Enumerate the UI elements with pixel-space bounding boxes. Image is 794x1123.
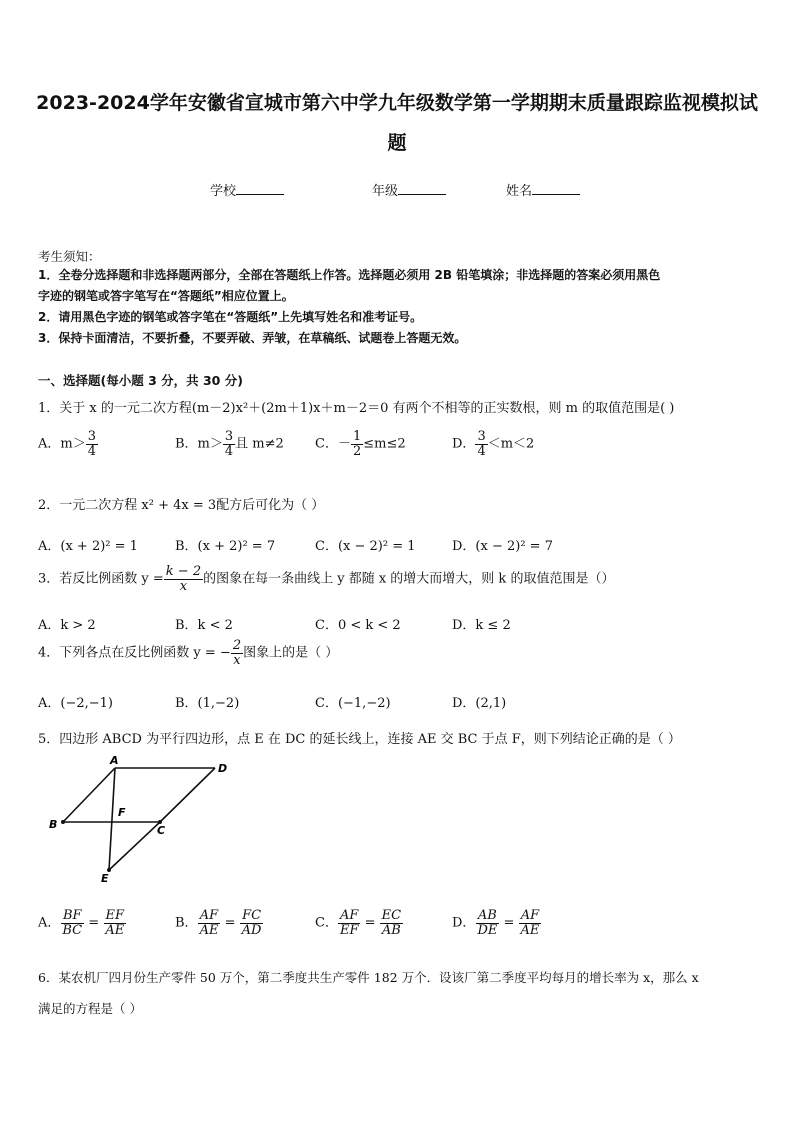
q4-option-d: D．(2,1)	[452, 696, 507, 711]
name-field: 姓名	[506, 180, 580, 199]
vertex-label-a: A	[110, 754, 119, 767]
vertex-label-b: B	[49, 818, 58, 831]
q5-option-c: C． $\frac{AF}{EF}$ = $\frac{EC}{AB}$	[315, 908, 402, 938]
notice-item-3: 3．保持卡面清洁，不要折叠，不要弄破、弄皱，在草稿纸、试题卷上答题无效。	[38, 331, 467, 345]
q2-option-c: C．(x − 2)² = 1	[315, 539, 416, 554]
notice-item-1: 1．全卷分选择题和非选择题两部分，全部在答题纸上作答。选择题必须用 2B 铅笔填涂；非选择题的答案必须用黑色	[38, 268, 661, 282]
question-3-stem: 3．若反比例函数 y = $\frac{k - 2}{x}$ 的图象在每一条曲线上 y 都随 x 的增大而增大，则 k 的取值范围是（）	[38, 564, 615, 594]
q2-option-a: A．(x + 2)² = 1	[38, 539, 138, 554]
q1-option-b: B．m＞ $\frac{3}{4}$ 且 m≠2	[175, 429, 284, 459]
vertex-label-d: D	[218, 762, 228, 775]
q1-option-a: A．m＞ $\frac{3}{4}$	[38, 429, 96, 459]
page-title: 2023-2024学年安徽省宣城市第六中学九年级数学第一学期期末质量跟踪监视模拟试	[36, 92, 758, 114]
q2-option-d: D．(x − 2)² = 7	[452, 539, 553, 554]
q1-option-d: D． $\frac{3}{4}$ ＜m＜2	[452, 429, 535, 459]
question-2-stem: 2．一元二次方程 x² + 4x = 3配方后可化为（ ）	[38, 498, 325, 513]
question-4-stem: 4．下列各点在反比例函数 y = − $\frac{2}{x}$ 图象上的是（ ）	[38, 638, 339, 668]
q3-option-a: A．k > 2	[38, 618, 96, 633]
q2-option-b: B．(x + 2)² = 7	[175, 539, 276, 554]
question-5-stem: 5．四边形 ABCD 为平行四边形，点 E 在 DC 的延长线上，连接 AE 交 BC 于点 F，则下列结论正确的是（ ）	[38, 732, 681, 747]
q4-option-c: C．(−1,−2)	[315, 696, 391, 711]
vertex-label-e: E	[101, 872, 109, 885]
vertex-label-c: C	[157, 824, 166, 837]
notice-item-2: 2．请用黑色字迹的钢笔或答字笔在“答题纸”上先填写姓名和准考证号。	[38, 310, 423, 324]
q3-option-b: B．k < 2	[175, 618, 233, 633]
page-title-cont: 题	[387, 132, 407, 154]
parallelogram-figure	[45, 752, 245, 887]
vertex-label-f: F	[118, 806, 126, 819]
grade-field: 年级	[372, 180, 446, 199]
notice-heading: 考生须知：	[38, 249, 101, 264]
question-1-stem: 1．关于 x 的一元二次方程(m－2)x²＋(2m＋1)x＋m－2＝0 有两个不相等的正实数根，则 m 的取值范围是( )	[38, 401, 675, 416]
q1-option-c: C．－ $\frac{1}{2}$ ≤m≤2	[315, 429, 406, 459]
question-6-stem: 6．某农机厂四月份生产零件 50 万个，第二季度共生产零件 182 万个．设该厂第二季度平均每月的增长率为 x，那么 x	[38, 970, 699, 985]
q3-option-d: D．k ≤ 2	[452, 618, 511, 633]
question-6-stem-cont: 满足的方程是（ ）	[38, 1001, 142, 1016]
section-heading: 一、选择题(每小题 3 分，共 30 分)	[38, 373, 243, 388]
school-field: 学校	[210, 180, 284, 199]
q4-option-b: B．(1,−2)	[175, 696, 240, 711]
q4-option-a: A．(−2,−1)	[38, 696, 113, 711]
q5-option-a: A． $\frac{BF}{BC}$ = $\frac{EF}{AE}$	[38, 908, 125, 938]
q5-option-b: B． $\frac{AF}{AE}$ = $\frac{FC}{AD}$	[175, 908, 262, 938]
notice-item-1-cont: 字迹的钢笔或答字笔写在“答题纸”相应位置上。	[38, 289, 294, 303]
q3-option-c: C．0 < k < 2	[315, 618, 401, 633]
q5-option-d: D． $\frac{AB}{DE}$ = $\frac{AF}{AE}$	[452, 908, 540, 938]
